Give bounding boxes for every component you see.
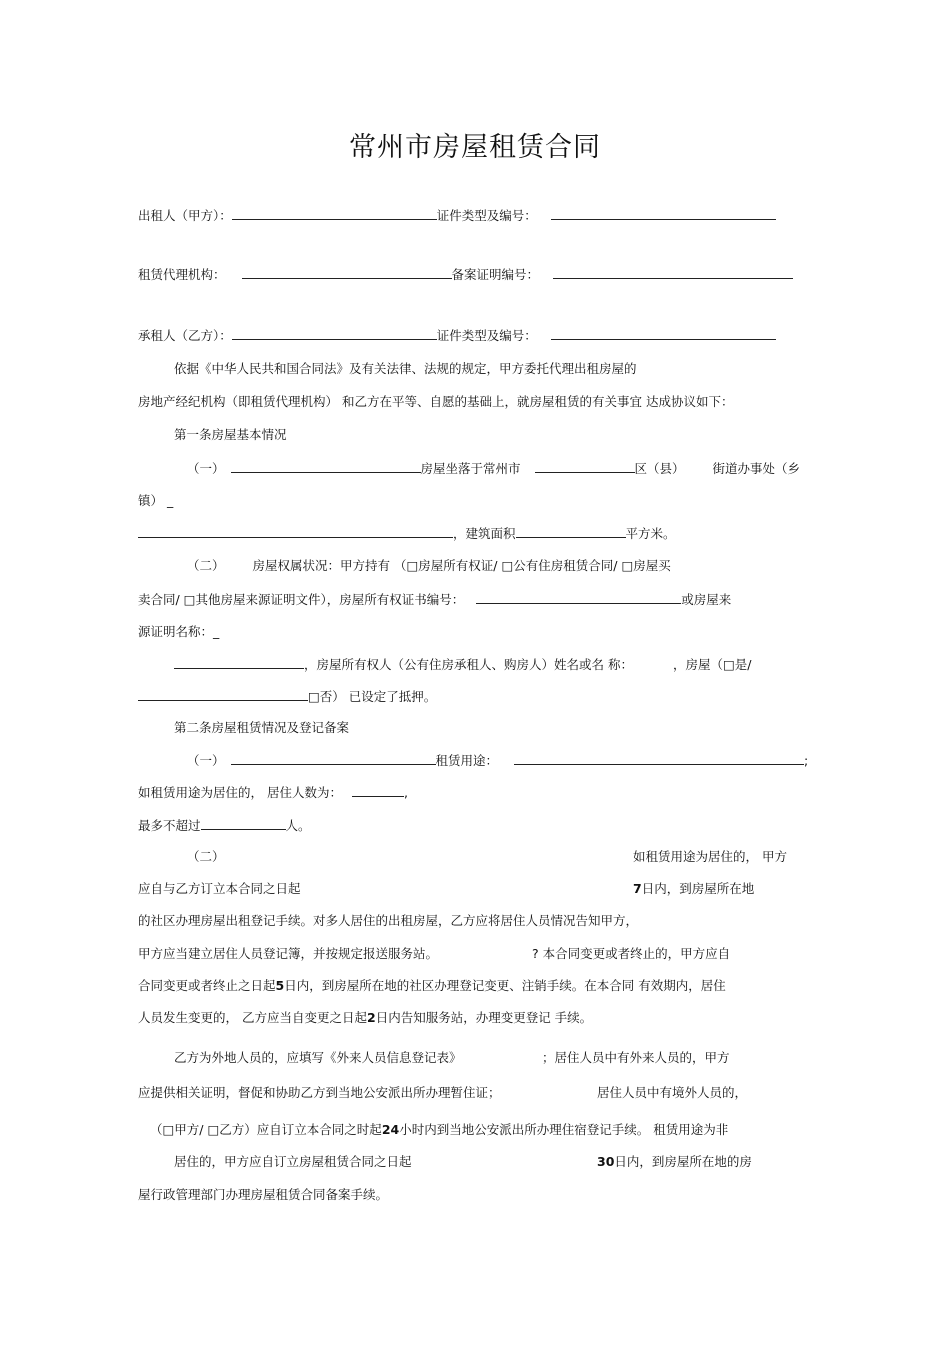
art2-item2-line1-right: 如租赁用途为居住的， 甲方 bbox=[633, 849, 787, 864]
art2-item2-number: （二） bbox=[187, 849, 225, 864]
art1-item2-line2 bbox=[138, 590, 731, 609]
art2-item1-line2 bbox=[138, 783, 408, 802]
art2-item3-line5: 屋行政管理部门办理房屋租赁合同备案手续。 bbox=[138, 1187, 389, 1202]
art2-item1-line1 bbox=[187, 751, 808, 770]
days-text: 日内，到房屋所在地 bbox=[641, 881, 755, 896]
agency-label: 租赁代理机构： bbox=[138, 267, 226, 282]
lessor-id-blank[interactable] bbox=[551, 206, 776, 220]
days-number: 5 bbox=[275, 978, 285, 993]
art1-item1-line bbox=[187, 459, 800, 478]
article-1-heading: 第一条房屋基本情况 bbox=[174, 427, 287, 442]
area-blank[interactable] bbox=[516, 524, 626, 538]
mortgage-text-2: □否） 已设定了抵押。 bbox=[308, 689, 437, 704]
residents-blank[interactable] bbox=[352, 783, 404, 797]
purpose-blank[interactable] bbox=[514, 751, 804, 765]
ownership-text: 房屋权属状况：甲方持有 （□房屋所有权证/ □公有住房租赁合同/ □房屋买 bbox=[252, 558, 671, 573]
filing-days-text: 日内，到房屋所在地的房 bbox=[614, 1154, 752, 1169]
art2-item2-line4: 甲方应当建立居住人员登记簿，并按规定报送服务站。 bbox=[138, 946, 439, 961]
persons-text: 人。 bbox=[285, 818, 311, 833]
art2-item2-line4-right: ? 本合同变更或者终止的，甲方应自 bbox=[532, 946, 731, 961]
purpose-text: 租赁用途： bbox=[435, 753, 499, 768]
days-number: 7 bbox=[633, 881, 642, 896]
filing-blank[interactable] bbox=[553, 265, 793, 279]
lessee-label: 承租人（乙方）： bbox=[138, 328, 232, 343]
art2-item2-line2: 应自与乙方订立本合同之日起 bbox=[138, 881, 301, 896]
art2-item3-line2: 应提供相关证明，督促和协助乙方到当地公安派出所办理暂住证； bbox=[138, 1085, 501, 1100]
art1-item1-line3 bbox=[138, 524, 676, 543]
owner-blank[interactable] bbox=[138, 687, 308, 701]
resident-change-text-2: 日内告知服务站，办理变更登记 手续。 bbox=[375, 1010, 593, 1025]
mortgage-text: ，房屋（□是/ bbox=[672, 657, 752, 672]
owner-text: ，房屋所有权人（公有住房承租人、购房人）姓名或名 称： bbox=[304, 657, 633, 672]
art2-item1-line3 bbox=[138, 816, 311, 835]
art2-item3-line1-right: ；居住人员中有外来人员的，甲方 bbox=[542, 1050, 730, 1065]
lessor-label: 出租人（甲方）： bbox=[138, 208, 232, 223]
change-text-2: 日内，到房屋所在地的社区办理登记变更、注销手续。在本合同 有效期内，居住 bbox=[284, 978, 726, 993]
residents-text: 如租赁用途为居住的， 居住人数为： bbox=[138, 785, 342, 800]
art1-item2-line4 bbox=[174, 655, 752, 674]
district-text: 区（县） bbox=[634, 461, 685, 476]
intro-line-2: 房地产经纪机构（即租赁代理机构） 和乙方在平等、自愿的基础上，就房屋租赁的有关事宜 达成协议如下： bbox=[138, 394, 734, 409]
art1-item2-line3: 源证明名称：_ bbox=[138, 624, 220, 639]
id-type-label: 证件类型及编号： bbox=[436, 328, 537, 343]
lessee-blank[interactable] bbox=[232, 326, 437, 340]
punct: ; bbox=[804, 753, 809, 768]
art2-item2-line2-right bbox=[633, 880, 754, 898]
agency-blank[interactable] bbox=[242, 265, 452, 279]
art2-item3-line4: 居住的，甲方应自订立房屋租赁合同之日起 bbox=[174, 1154, 412, 1169]
location-text: 房屋坐落于常州市 bbox=[420, 461, 521, 476]
lessor-line bbox=[138, 206, 776, 225]
item-number: （一） bbox=[187, 461, 225, 476]
max-text: 最多不超过 bbox=[138, 818, 201, 833]
art2-item2-line5 bbox=[138, 977, 726, 995]
agency-line bbox=[138, 265, 793, 284]
art1-item2-line1 bbox=[187, 557, 671, 575]
days-number: 30 bbox=[597, 1154, 615, 1169]
document-title: 常州市房屋租赁合同 bbox=[349, 132, 601, 163]
article-2-heading: 第二条房屋租赁情况及登记备案 bbox=[174, 720, 350, 735]
art2-item2-line3: 的社区办理房屋出租登记手续。对多人居住的出租房屋，乙方应将居住人员情况告知甲方， bbox=[138, 913, 639, 928]
area-text: ，建筑面积 bbox=[453, 526, 516, 541]
id-type-label: 证件类型及编号： bbox=[436, 208, 537, 223]
lessee-id-blank[interactable] bbox=[551, 326, 776, 340]
foreign-text: （□甲方/ □乙方）应自订立本合同之时起 bbox=[150, 1122, 382, 1137]
max-blank[interactable] bbox=[201, 816, 286, 830]
art1-item2-line5 bbox=[138, 687, 436, 706]
intro-line-1: 依据《中华人民共和国合同法》及有关法律、法规的规定，甲方委托代理出租房屋的 bbox=[174, 361, 637, 376]
art2-item3-line1: 乙方为外地人员的，应填写《外来人员信息登记表》 bbox=[174, 1050, 462, 1065]
punct: , bbox=[403, 785, 408, 800]
art2-item3-line2-right: 居住人员中有境外人员的， bbox=[597, 1085, 748, 1100]
item-number: （二） bbox=[187, 558, 225, 573]
area-unit: 平方米。 bbox=[625, 526, 676, 541]
days-number: 2 bbox=[366, 1010, 376, 1025]
term-blank[interactable] bbox=[231, 751, 436, 765]
street-office-text: 街道办事处（乡 bbox=[712, 461, 801, 476]
source-name-blank[interactable] bbox=[174, 655, 304, 669]
address-blank[interactable] bbox=[138, 524, 453, 538]
certificate-text: 卖合同/ □其他房屋来源证明文件），房屋所有权证书编号： bbox=[138, 592, 465, 607]
filing-label: 备案证明编号： bbox=[451, 267, 540, 282]
certificate-blank[interactable] bbox=[476, 590, 681, 604]
location-blank[interactable] bbox=[231, 459, 421, 473]
art2-item3-line3 bbox=[150, 1121, 728, 1139]
lessor-blank[interactable] bbox=[232, 206, 437, 220]
art1-item1-line2: 镇） _ bbox=[138, 493, 174, 508]
district-blank[interactable] bbox=[535, 459, 635, 473]
foreign-text-2: 小时内到当地公安派出所办理住宿登记手续。 租赁用途为非 bbox=[399, 1122, 729, 1137]
source-text: 或房屋来 bbox=[681, 592, 732, 607]
art2-item3-line4-right bbox=[597, 1153, 752, 1171]
art2-item2-line6 bbox=[138, 1009, 592, 1027]
hours-number: 24 bbox=[381, 1122, 400, 1137]
resident-change-text: 人员发生变更的， 乙方应当自变更之日起 bbox=[138, 1010, 367, 1025]
item-number: （一） bbox=[187, 753, 225, 768]
lessee-line bbox=[138, 326, 776, 345]
change-text: 合同变更或者终止之日起 bbox=[138, 978, 276, 993]
